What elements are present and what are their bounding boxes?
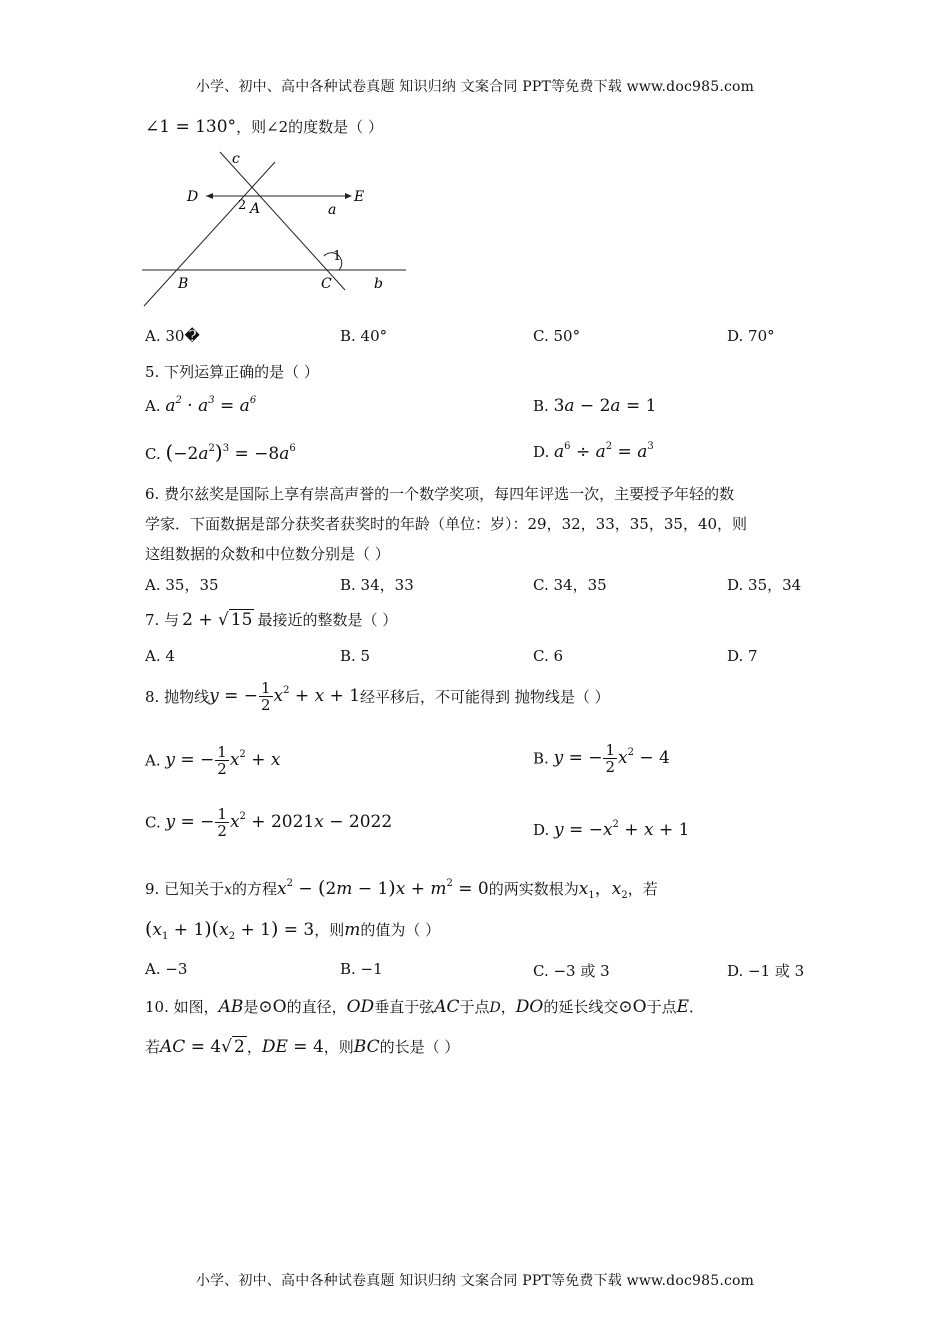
- arrow-e-icon: [345, 193, 352, 199]
- q6-option-b: B. 34，33: [340, 576, 414, 594]
- q5-stem: 5. 下列运算正确的是（ ）: [145, 363, 319, 381]
- q8-option-c: C. y = − $\frac{1}{2}$ $x^2 + 2021x - 2022$: [145, 805, 393, 840]
- q9-option-d: D. −1 或 3: [727, 962, 805, 980]
- q8-stem: 8. 抛物线y = − $\frac{1}{2}$ $x^2 + x + 1$经平移后，不可能得到 抛物线是（ ）: [145, 679, 610, 714]
- q4-stem: [145, 116, 383, 137]
- q4-option-a: A. 30�: [145, 327, 200, 345]
- q7-option-b: B. 5: [340, 647, 371, 665]
- label-c: c: [232, 151, 240, 167]
- q5-option-a-expr: $a^2 \cdot a^3 = a^6$: [165, 395, 257, 416]
- q4-stem-tail: ，则∠2的度数是（ ）: [236, 118, 383, 136]
- q9-option-c: C. −3 或 3: [533, 962, 610, 980]
- q8-option-a-expr: y = − $\frac{1}{2}$ $x^2 + x$: [165, 743, 281, 778]
- q9-option-a: A. −3: [145, 960, 188, 978]
- q10-given-de: DE = 4: [261, 1037, 324, 1057]
- q6-stem-line2: 学家．下面数据是部分获奖者获奖时的年龄（单位：岁）：29，32，33，35，35，40，则: [145, 515, 748, 533]
- q5-option-b-expr: 3a − 2a = 1: [553, 396, 657, 416]
- q10-stem-line2: 若AC = 4√ 2 ，DE = 4，则BC的长是（ ）: [145, 1037, 460, 1057]
- q7-option-a: A. 4: [145, 647, 175, 665]
- q8-expr: y = − $\frac{1}{2}$ $x^2 + x + 1$: [209, 679, 361, 714]
- q5-option-b: B. 3a − 2a = 1: [533, 396, 657, 416]
- line-ba: [144, 162, 275, 306]
- label-a-point: A: [250, 201, 261, 217]
- q8-option-a: A. y = − $\frac{1}{2}$ $x^2 + x$: [145, 743, 281, 778]
- arrow-d-icon: [206, 193, 213, 199]
- q4-figure: [140, 148, 420, 313]
- q9-stem-line1: 9. 已知关于x的方程$x^2 - (2m - 1)x + m^2 = 0$的两实数根为$x_1$，$x_2$，若: [145, 877, 658, 901]
- label-2: 2: [238, 198, 247, 213]
- q8-option-c-expr: y = − $\frac{1}{2}$ $x^2 + 2021x - 2022$: [165, 805, 393, 840]
- line-c: [220, 152, 345, 290]
- q6-option-a: A. 35，35: [145, 576, 219, 594]
- q5-option-c: C. $(-2a^2)^3 = -8a^6$: [145, 440, 296, 464]
- q6-stem-line1: 6. 费尔兹奖是国际上享有崇高声誉的一个数学奖项，每四年评选一次，主要授予年轻的数: [145, 485, 735, 503]
- q4-option-c: C. 50°: [533, 327, 581, 345]
- q6-option-c: C. 34，35: [533, 576, 607, 594]
- q9-roots: $x_1$，$x_2$: [578, 879, 628, 901]
- q8-option-d-expr: $y = -x^2 + x + 1$: [554, 819, 690, 840]
- q9-condition: $(x_1 + 1)(x_2 + 1) = 3$: [145, 918, 315, 942]
- q5-option-d-expr: $a^6 \div a^2 = a^3$: [554, 441, 654, 462]
- q4-option-d: D. 70°: [727, 327, 775, 345]
- q9-stem-line2: $(x_1 + 1)(x_2 + 1) = 3$，则m的值为（ ）: [145, 918, 441, 942]
- page-header: 小学、初中、高中各种试卷真题 知识归纳 文案合同 PPT等免费下载 www.doc985.com: [195, 79, 755, 95]
- q9-var-m: m: [344, 920, 361, 940]
- q7-option-d: D. 7: [727, 647, 758, 665]
- q7-stem: 7. 与 2 + √ 15 最接近的整数是（ ）: [145, 610, 398, 630]
- q6-stem-line3: 这组数据的众数和中位数分别是（ ）: [145, 545, 390, 563]
- label-c-point: C: [321, 276, 332, 292]
- label-a-line: a: [328, 202, 337, 218]
- q10-given-ac: AC = 4√ 2: [160, 1037, 245, 1057]
- q9-option-b: B. −1: [340, 960, 383, 978]
- label-b-line: b: [374, 276, 383, 292]
- q5-option-d: D. $a^6 \div a^2 = a^3$: [533, 441, 654, 462]
- q8-option-b-expr: y = − $\frac{1}{2}$ $x^2 - 4$: [553, 741, 670, 776]
- q4-given-angle: ∠1 = 130°: [145, 117, 237, 137]
- q5-option-c-expr: $(-2a^2)^3 = -8a^6$: [165, 440, 296, 464]
- q9-equation: $x^2 - (2m - 1)x + m^2 = 0$: [277, 877, 489, 899]
- q5-option-a: A. $a^2 \cdot a^3 = a^6$: [145, 395, 257, 416]
- page-footer: 小学、初中、高中各种试卷真题 知识归纳 文案合同 PPT等免费下载 www.doc985.com: [195, 1273, 755, 1289]
- label-1: 1: [333, 249, 342, 264]
- q10-stem-line1: 10. 如图，AB是⊙O的直径，OD垂直于弦AC于点D，DO的延长线交⊙O于点E．: [145, 997, 705, 1017]
- q7-option-c: C. 6: [533, 647, 564, 665]
- q4-option-b: B. 40°: [340, 327, 388, 345]
- q8-option-b: B. y = − $\frac{1}{2}$ $x^2 - 4$: [533, 741, 670, 776]
- label-e: E: [354, 189, 365, 205]
- q7-expr: 2 + √ 15: [182, 610, 253, 630]
- q8-option-d: D. $y = -x^2 + x + 1$: [533, 819, 690, 840]
- q9-var-x: x: [224, 882, 232, 898]
- q6-option-d: D. 35，34: [727, 576, 802, 594]
- label-d: D: [187, 189, 199, 205]
- label-b-point: B: [178, 276, 189, 292]
